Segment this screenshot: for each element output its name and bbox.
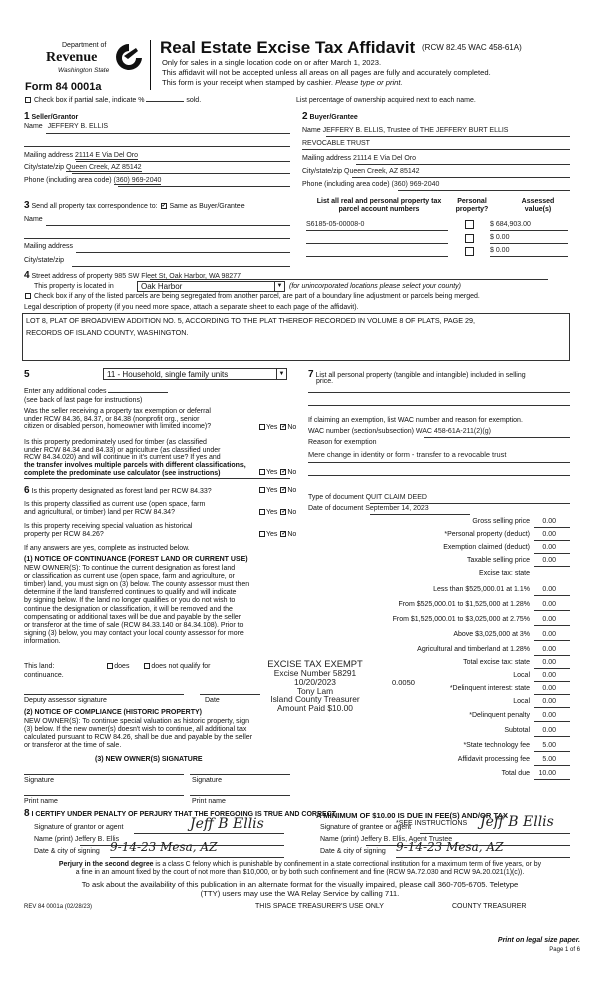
section5-number: 5 [24,369,30,380]
timber-yes-no: Yes ✓No [258,469,296,477]
seller-mail-field[interactable]: 21114 E Via Del Oro [74,152,139,159]
grantor-signature[interactable]: Jeff B Ellis [190,816,264,832]
assessed-col-header: Assessed value(s) [521,198,555,214]
financial-value[interactable]: 0.00 [542,631,556,638]
additional-codes-field[interactable] [108,392,168,393]
form-number: Form 84 0001a [25,81,102,93]
financial-label: Agricultural and timberland at 1.28% [417,646,530,653]
financial-label: Exemption claimed (deduct) [443,544,530,551]
timber-yes-checkbox[interactable] [259,469,265,475]
owner-signature-label-2: Signature [192,777,222,784]
financial-label: From $525,000.01 to $1,525,000 at 1.28% [398,601,530,608]
chevron-down-icon: ▼ [276,369,286,379]
certify-heading: 8 I CERTIFY UNDER PENALTY OF PERJURY THAT THE FOREGOING IS TRUE AND CORRECT [24,808,337,819]
subtitle-3: This form is your receipt when stamped by cashier. Please type or print. [162,78,403,87]
segregated-checkbox[interactable] [25,293,31,299]
financial-label: *State technology fee [463,742,530,749]
wac-number-field[interactable]: WAC 458-61A-211(2)(g) [415,428,491,435]
s3-name-label: Name [24,216,43,223]
financial-label: Local [513,672,530,679]
legal-desc-label: Legal description of property (if you need more space, attach a separate sheet to each page of the affidavit). [24,304,359,311]
segregated-row: Check box if any of the listed parcels are being segregated from another parcel, are part of a boundary line adjustment or parcels being merged. [24,293,480,301]
ownership-note: List percentage of ownership acquired next to each name. [296,97,476,104]
financial-label: Taxable selling price [466,557,530,564]
wac-row: WAC number (section/subsection) WAC 458-61A-211(2)(g) [308,428,491,435]
reason-label: Reason for exemption [308,439,377,446]
historic-yes-no: Yes ✓No [258,531,296,539]
grantor-date-label: Date & city of signing [34,848,100,855]
financial-label: Gross selling price [472,518,530,525]
partial-sale-percent-field[interactable] [146,101,184,102]
financial-value[interactable]: 5.00 [542,742,556,749]
grantee-date-label: Date & city of signing [320,848,386,855]
does-checkbox[interactable] [107,663,113,669]
personal-checkbox-3[interactable] [465,247,474,256]
financial-label: Above $3,025,000 at 3% [453,631,530,638]
seller-phone-row: Phone (including area code) (360) 969-2040 [24,177,162,184]
doc-date-field[interactable]: September 14, 2023 [365,505,429,512]
affidavit-page: Department of Revenue Washington State Form 84 0001a Real Estate Excise Tax Affidavit (RCW 82.45 WAC 458-61A) Only for sales in a single location code on or after March 1, 2023. This affidavit will not be accepted unless all areas on all pages are fully and accurately completed. This form is your receipt when stamped by cashier. Please type or print. Check box if partial sale, indicate % sold. List percentage of ownership acquired next to each name. 1 Seller/Grantor Name JEFFERY B. ELLIS Mailing address 21114 E Via Del Oro City/state/zip Queen Creek, AZ 85142 Phone (including area code) (360) 969-2040 2 Buyer/Grantee Name JEFFERY B. ELLIS, Trustee of THE JEFFERY BURT ELLIS REVOCABLE TRUST Mailing address 21114 E Via Del Oro City/state/zip Queen Creek, AZ 85142 Phone (including area code) (360) 969-2040 3 Send all property tax correspondence to: ✓ Same as Buyer/Grantee Name Mailing address City/state/zip List all real and personal property tax parcel account numbers Personal property? Assessed value(s) S6185-05-00008-0 $ 684,903.00 $ 0.00 $ 0.00 4 Street address of property 985 SW Fleet St, Oak Harbor, WA 98277 This property is located in Oak Harbor ▼ (for unincorporated locations please select your county) Check box if any of the listed parcels are being segregated from another parcel, are part of a boundary line adjustment or parcels being merged. Legal description of property (if you need more space, attach a separate sheet to each page of the affidavit). LOT 8, PLAT OF BROADVIEW ADDITION NO. 5, ACCORDING TO THE PLAT THEREOF RECORDED IN VOLUME 8 OF PLATS, PAGE 29, RECORDS OF ISLAND COUNTY, WASHINGTON. 5 11 - Household, single family units ▼ Enter any additional codes (see back of last page for instructions) Was the seller receiving a property tax exemption or deferral under RCW 84.36, 84.37, or 84.38 (nonprofit org., senior citizen or disabled person, homeowner with limited income)? Yes ✓No Is this property predominately used for timber (as classified under RCW 84.34 and 84.33) or agriculture (as classified under RCW 84.34.020) and will continue in it's current use? If yes and the transfer involves multiple parcels with different classifications, complete the predominate use calculator (see instructions) Yes ✓No 6 Is this property designated as forest land per RCW 84.33? Yes ✓No Is this property classified as current use (open space, farm and agricultural, or timber) land per RCW 84.34? Yes ✓No Is this property receiving special valuation as historical property per RCW 84.26? Yes ✓No If any answers are yes, complete as instructed below. (1) NOTICE OF CONTINUANCE (FOREST LAND OR CURRENT USE) NEW OWNER(S): To continue the current designation as forest land or classification as current use (open space, farm and agriculture, or timber) land, you must sign on (3) below. The county assessor must then determine if the land transferred continues to qualify and will indicate by signing below. If the land no longer qualifies or you do not wish to continue the designation or classification, it will be removed and the compensating or additional taxes will be due and payable by the seller or transferor at the time of sale (RCW 84.33.140 or 84.34.108). Prior to signing (3) below, you may contact your local county assessor for more information. This land: does does not qualify for continuance. Deputy assessor signature Date (2) NOTICE OF COMPLIANCE (HISTORIC PROPERTY) NEW OWNER(S): To continue special valuation as historic property, sign (3) below. If the new owner(s) doesn't wish to continue, all additional tax calculated pursuant to RCW 84.26, shall be due and payable by the seller or transferor at the time of sale. (3) NEW OWNER(S) SIGNATURE Signature Signature Print name Print name 7 List all personal property (tangible and intangible) included in selling price. If claiming an exemption, list WAC number and reason for exemption. WAC number (section/subsection) WAC 458-61A-211(2)(g) Reason for exemption Mere change in identity or form - transfer to a revocable trust Type of document QUIT CLAIM DEED Date of document September 14, 2023 Gross selling price 0.00 *Personal property (deduct) 0.00 Exemption claimed (deduct) 0.00 Taxable selling price 0.00 Excise tax: state Less than $525,000.01 at 1.1% 0.00 From $525,000.01 to $1,525,000 at 1.28% 0.00 From $1,525,000.01 to $3,025,000 at 2.75% 0.00 Above $3,025,000 at 3% 0.00 Agricultural and timberland at 1.28% 0.00 Total excise tax: state 0.00 Local 0.00 *Delinquent interest: state 0.00 Local 0.00 *Delinquent penalty 0.00 Subtotal 0.00 *State technology fee 5.00 Affidavit processing fee 5.00 Total due 10.00 0.0050 EXCISE TAX EXEMPT Excise Number 58291 10/20/2023 Tony Lam Island County Treasurer Amount Paid $10.00 A MINIMUM OF $10.00 IS DUE IN FEE(S) AND/OR TAX *SEE INSTRUCTIONS 8 I CERTIFY UNDER PENALTY OF PERJURY THAT THE FOREGOING IS TRUE AND CORRECT Signature of grantor or agent Jeff B Ellis Name (print) Jeffery B. Ellis Date & city of signing 9-14-23 Mesa, AZ Signature of grantee or agent Jeff B Ellis Name (print) Jeffery B. Ellis, Agent Trustee Date & city of signing 9-14-23 Mesa, AZ Perjury in the second degree is a class C felony which is punishable by confinement in a state correctional institution for a maximum term of five years, or by a fine in an amount fixed by the court of not more than $10,000, or by both such confinement and fine (RCW 9A.72.030 and RCW 9A.20.021(1)(c)). To ask about the availability of this publication in an alternate format for the visually impaired, please call 360-705-6705. Teletype (TTY) users may use the WA Relay Service by calling 711. REV 84 0001a (02/28/23) THIS SPACE TREASURER'S USE ONLY COUNTY TREASURER Print on legal size paper. Page 1 of 6 [0,0,600,988]
alt-format-notice: To ask about the availability of this publication in an alternate format for the visually impaired, please call 360-705-6705. Teletype (TTY) users may use the WA Relay Service by calling 711. [81,880,519,898]
grantor-name-field[interactable]: Jeffery B. Ellis [74,836,120,843]
personal-col-header: Personal property? [455,198,489,214]
if-yes-note: If any answers are yes, complete as instructed below. [24,545,190,552]
financial-value[interactable]: 0.00 [542,712,556,719]
grantor-name-row: Name (print) Jeffery B. Ellis [34,836,120,843]
financial-value[interactable]: 0.00 [542,601,556,608]
street-address-field[interactable]: 985 SW Fleet St, Oak Harbor, WA 98277 [114,273,241,280]
compliance-text: NEW OWNER(S): To continue special valuation as historic property, sign (3) below. If the new owner(s) doesn't wish to continue, all additional tax calculated pursuant to RCW 84.26, shall be due and payable by the seller or transferor at the time of sale. [24,718,253,750]
forest-no-checkbox[interactable]: ✓ [281,487,287,494]
financial-value[interactable]: 0.00 [542,557,556,564]
financial-value[interactable]: 0.00 [542,659,556,666]
street-address-row: 4 Street address of property 985 SW Fleet St, Oak Harbor, WA 98277 [24,270,241,281]
reason-field[interactable]: Mere change in identity or form - transfer to a revocable trust [308,450,507,459]
partial-sale-checkbox[interactable] [25,97,31,103]
new-owner-signature-title: (3) NEW OWNER(S) SIGNATURE [95,756,203,763]
current-use-yes-no: Yes ✓No [258,509,296,517]
grantee-name-row: Name (print) Jeffery B. Ellis, Agent Trustee [320,836,453,843]
buyer-name-field[interactable]: JEFFERY B. ELLIS, Trustee of THE JEFFERY BURT ELLIS [322,127,509,134]
buyer-phone-row: Phone (including area code) (360) 969-2040 [302,181,440,188]
same-as-buyer-checkbox[interactable]: ✓ [161,203,167,210]
personal-property-label: 7 List all personal property (tangible and intangible) included in selling [308,369,526,380]
rcw-reference: (RCW 82.45 WAC 458-61A) [422,43,522,52]
exemption-no-checkbox[interactable]: ✓ [281,424,287,431]
grantee-date-field[interactable]: 9-14-23 Mesa, AZ [396,840,504,854]
financial-value[interactable]: 0.00 [542,672,556,679]
personal-checkbox-2[interactable] [465,234,474,243]
forest-question: 6 Is this property designated as forest land per RCW 84.33? [24,485,212,496]
buyer-city-field[interactable]: Queen Creek, AZ 85142 [344,168,420,175]
form-title: Real Estate Excise Tax Affidavit [160,38,416,57]
financial-label: Less than $525,000.01 at 1.1% [433,586,530,593]
exemption-yes-checkbox[interactable] [259,424,265,430]
county-treasurer-label: COUNTY TREASURER [452,903,527,910]
seller-mail-row: Mailing address 21114 E Via Del Oro [24,152,139,159]
grantee-sig-label: Signature of grantee or agent [320,824,412,831]
financial-value[interactable]: 0.00 [542,544,556,551]
use-code-select[interactable]: 11 - Household, single family units ▼ [103,368,287,380]
owner-print-name-label-2: Print name [192,798,226,805]
assessed-value-1[interactable]: $ 684,903.00 [490,221,531,228]
revenue-wordmark: Revenue [46,50,98,65]
section3-heading: 3 Send all property tax correspondence to: ✓ Same as Buyer/Grantee [24,200,245,211]
minimum-note: A MINIMUM OF $10.00 IS DUE IN FEE(S) AND/OR TAX [316,811,509,820]
location-select[interactable]: Oak Harbor ▼ [137,281,285,292]
dor-emblem-icon [114,42,144,74]
owner-print-name-label: Print name [24,798,58,805]
seller-city-row: City/state/zip Queen Creek, AZ 85142 [24,164,142,171]
financial-value[interactable]: 0.00 [542,646,556,653]
additional-codes-note: (see back of last page for instructions) [24,397,143,404]
treasurer-use-label: THIS SPACE TREASURER'S USE ONLY [255,903,384,910]
forest-yes-no: Yes ✓No [258,487,296,495]
legal-paper-note: Print on legal size paper. [497,937,580,944]
buyer-name-field-line2[interactable]: REVOCABLE TRUST [302,140,370,147]
financial-value[interactable]: 0.00 [542,586,556,593]
timber-no-checkbox[interactable]: ✓ [281,469,287,476]
parcel-number-1[interactable]: S6185-05-00008-0 [306,221,365,228]
buyer-name-row: Name JEFFERY B. ELLIS, Trustee of THE JEFFERY BURT ELLIS [302,127,509,134]
owner-signature-label: Signature [24,777,54,784]
financial-value[interactable]: 10.00 [538,770,556,777]
additional-codes-label: Enter any additional codes [24,388,168,396]
historic-yes-checkbox[interactable] [259,531,265,537]
exemption-yes-no: Yes ✓No [258,424,296,432]
financial-value[interactable]: 0.00 [542,518,556,525]
financial-label: Subtotal [504,727,530,734]
grantee-name-field[interactable]: Jeffery B. Ellis, Agent Trustee [360,836,453,843]
exemption-claim-label: If claiming an exemption, list WAC number and reason for exemption. [308,417,523,424]
subtitle-2: This affidavit will not be accepted unless all areas on all pages are fully and accurately completed. [162,68,491,77]
financial-label: *Personal property (deduct) [444,531,530,538]
financial-label: *Delinquent interest: state [449,685,530,692]
s3-mail-label: Mailing address [24,243,74,250]
grantor-date-field[interactable]: 9-14-23 Mesa, AZ [110,840,218,854]
exemption-question: Was the seller receiving a property tax exemption or deferral under RCW 84.36, 84.37, or 84.38 (nonprofit org., senior citizen or disabled person, homeowner with limited income)? [24,408,212,431]
financial-label: Total excise tax: state [463,659,530,666]
historic-question: Is this property receiving special valuation as historical property per RCW 84.26? [24,523,193,538]
financial-label: Total due [501,770,530,777]
local-rate: 0.0050 [392,678,415,687]
legal-description-field[interactable]: LOT 8, PLAT OF BROADVIEW ADDITION NO. 5, ACCORDING TO THE PLAT THEREOF RECORDED IN VOLUME 8 OF PLATS, PAGE 29, RECORDS OF ISLAND COUNTY, WASHINGTON. [22,313,570,361]
financial-label: Affidavit processing fee [457,756,530,763]
parcel-col-header: List all real and personal property tax parcel account numbers [316,198,442,214]
unincorporated-note: (for unincorporated locations please select your county) [289,283,461,290]
washington-state-label: Washington State [58,67,110,74]
partial-sale-row: Check box if partial sale, indicate % sold. [24,97,201,105]
buyer-mail-field[interactable]: 21114 E Via Del Oro [352,155,417,162]
doc-date-row: Date of document September 14, 2023 [308,505,429,512]
see-instructions: *SEE INSTRUCTIONS [396,820,468,827]
forest-yes-checkbox[interactable] [259,487,265,493]
financial-label: Local [513,698,530,705]
financial-value[interactable]: 0.00 [542,531,556,538]
financial-label: *Delinquent penalty [469,712,530,719]
historic-no-checkbox[interactable]: ✓ [281,531,287,538]
continuance-text: NEW OWNER(S): To continue the current designation as forest land or classification as current use (open space, farm and agriculture, or timber) land, you must sign on (3) below. The county assessor must then determine if the land transferred continues to qualify and will indicate by signing below. If the land no longer qualifies or you do not wish to continue the designation or classification, it will be removed and the compensating or additional taxes will be due and payable by the seller or transferor at the time of sale (RCW 84.33.140 or 84.34.108). Prior to signing (3) below, you may contact your local county assessor for more information. [24,565,250,645]
personal-checkbox-1[interactable] [465,220,474,229]
deputy-signature-label: Deputy assessor signature [24,697,107,704]
treasurer-stamp: EXCISE TAX EXEMPT Excise Number 58291 10/20/2023 Tony Lam Island County Treasurer Amount Paid $10.00 [267,658,363,714]
located-in-label: This property is located in [34,283,114,290]
seller-city-field[interactable]: Queen Creek, AZ 85142 [66,164,142,171]
financial-value[interactable]: 0.00 [542,616,556,623]
seller-heading: 1 Seller/Grantor [24,111,79,122]
grantee-signature[interactable]: Jeff B Ellis [480,814,554,830]
doc-type-field[interactable]: QUIT CLAIM DEED [365,494,427,501]
deputy-date-label: Date [205,697,220,704]
dept-of-label: Department of [62,42,107,49]
current-use-question: Is this property classified as current use (open space, farm and agricultural, or timber) land per RCW 84.34? [24,501,206,516]
financial-label: From $1,525,000.01 to $3,025,000 at 2.75% [392,616,530,623]
financial-value[interactable]: 5.00 [542,756,556,763]
grantor-sig-label: Signature of grantor or agent [34,824,124,831]
page-number: Page 1 of 6 [549,947,580,953]
current-use-yes-checkbox[interactable] [259,509,265,515]
buyer-city-row: City/state/zip Queen Creek, AZ 85142 [302,168,420,175]
subtitle-1: Only for sales in a single location code on or after March 1, 2023. [162,58,382,67]
buyer-mail-row: Mailing address 21114 E Via Del Oro [302,155,417,162]
timber-question: Is this property predominately used for timber (as classified under RCW 84.34 and 84.33) or agriculture (as classified under RCW 84.34.020) and will continue in it's current use? If yes and the transfer involves multiple parcels with different classifications, complete the predominate use calculator (see instructions) [24,439,246,477]
financial-label: Excise tax: state [479,570,530,577]
continuance-title: (1) NOTICE OF CONTINUANCE (FOREST LAND OR CURRENT USE) [24,556,248,563]
seller-name-row: Name JEFFERY B. ELLIS [24,123,109,130]
compliance-title: (2) NOTICE OF COMPLIANCE (HISTORIC PROPERTY) [24,709,202,716]
s3-city-label: City/state/zip [24,257,65,264]
assessed-value-3[interactable]: $ 0.00 [490,247,510,254]
seller-name-field[interactable]: JEFFERY B. ELLIS [47,123,109,130]
assessed-value-2[interactable]: $ 0.00 [490,234,510,241]
seller-phone-field[interactable]: (360) 969-2040 [113,177,162,184]
this-land-row: This land: does does not qualify for [24,663,211,670]
perjury-notice: Perjury in the second degree is a class C felony which is punishable by confinement in a state correctional institution for a maximum term of five years, or by a fine in an amount fixed by the court of not more than $10,000, or by both such confinement and fine (RCW 9A.72.030 and RCW 9A.20.021(1)(c)). [58,861,542,876]
does-not-checkbox[interactable] [144,663,150,669]
financial-value[interactable]: 0.00 [542,685,556,692]
buyer-heading: 2 Buyer/Grantee [302,111,358,122]
continuance-label: continuance. [24,672,64,679]
current-use-no-checkbox[interactable]: ✓ [281,509,287,516]
financial-value[interactable]: 0.00 [542,727,556,734]
buyer-phone-field[interactable]: (360) 969-2040 [391,181,440,188]
doc-type-row: Type of document QUIT CLAIM DEED [308,494,427,501]
financial-value[interactable]: 0.00 [542,698,556,705]
chevron-down-icon: ▼ [274,282,284,291]
revision-label: REV 84 0001a (02/28/23) [24,904,93,910]
